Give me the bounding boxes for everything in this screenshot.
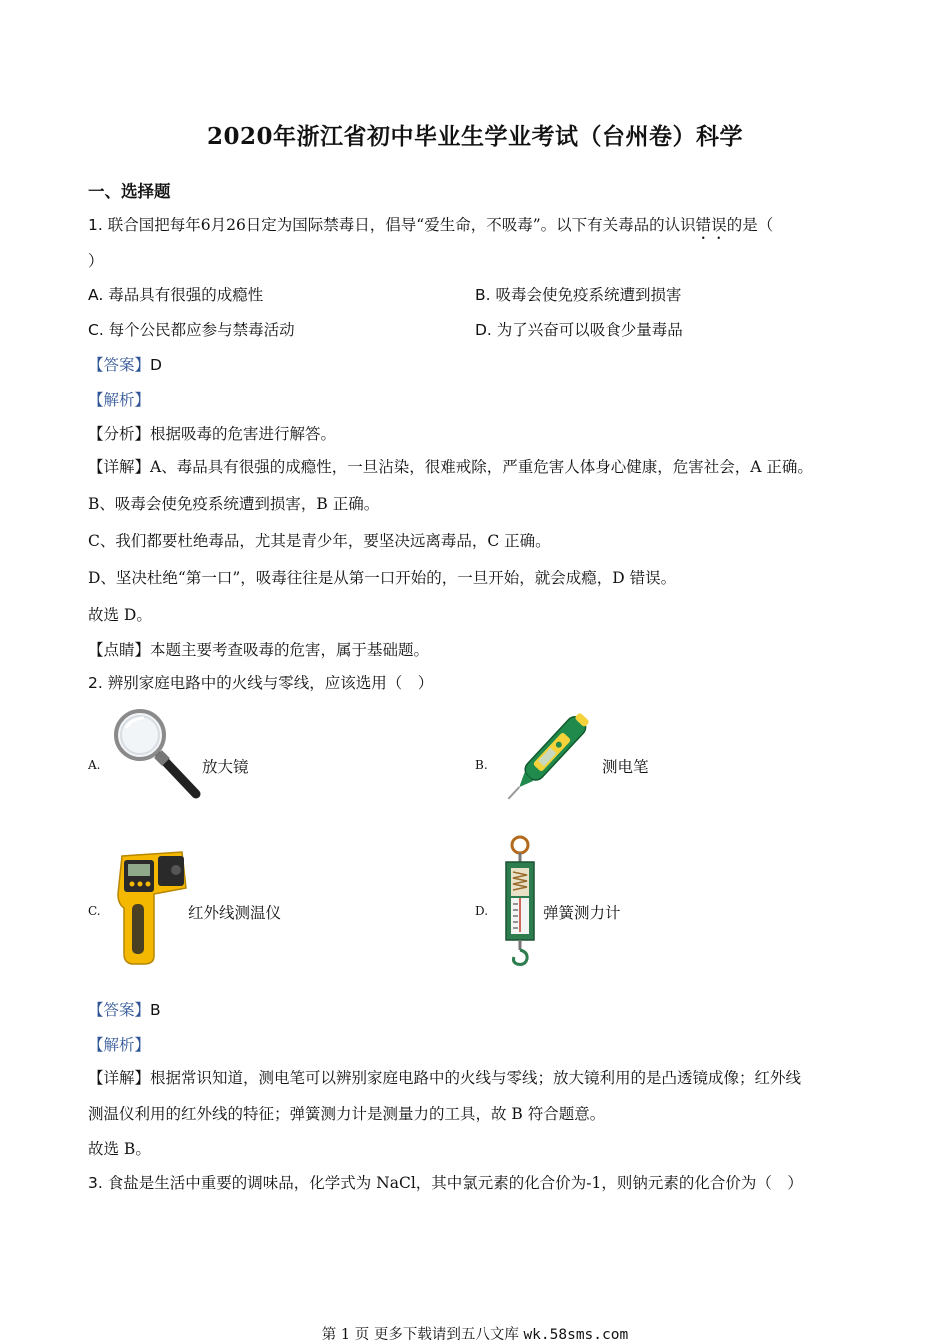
option-letter: C. <box>88 321 104 339</box>
question-1-stem-end: 的是（ <box>726 216 774 234</box>
q2-option-c-letter: C. <box>88 904 101 918</box>
answer-value: B <box>150 1001 161 1019</box>
fenxi-text: 根据吸毒的危害进行解答。 <box>150 425 337 443</box>
question-1-emphasis: 错误 <box>695 216 727 234</box>
q2-option-b-name: 测电笔 <box>602 758 649 776</box>
question-1-stem-text: 联合国把每年6月26日定为国际禁毒日，倡导“爱生命，不吸毒”。以下有关毒品的认识 <box>102 216 696 234</box>
dianjing-tag: 【点睛】 <box>88 641 151 659</box>
q1-choice: 故选 D。 <box>88 606 152 624</box>
xiangjie-tag: 【详解】 <box>88 458 151 476</box>
q2-analysis-tag: 【解析】 <box>88 1036 151 1054</box>
xiangjie-text: 根据常识知道，测电笔可以辨别家庭电路中的火线与零线；放大镜利用的是凸透镜成像；红外线 <box>150 1069 802 1087</box>
q1-answer <box>88 353 162 375</box>
question-2-stem-text: 辨别家庭电路中的火线与零线，应该选用（ ） <box>102 674 434 692</box>
option-letter: A. <box>88 286 104 304</box>
answer-value: D <box>150 356 162 374</box>
footer-site-link[interactable]: wk.58sms.com <box>523 1327 629 1343</box>
q2-option-d-name: 弹簧测力计 <box>543 904 621 922</box>
section-heading: 一、选择题 <box>88 182 171 201</box>
q1-line-d: D、坚决杜绝“第一口”，吸毒往往是从第一口开始的，一旦开始，就会成瘾，D 错误。 <box>88 569 677 587</box>
q2-answer <box>88 998 161 1020</box>
q1-analysis-tag: 【解析】 <box>88 391 151 409</box>
q2-option-c-name: 红外线测温仪 <box>188 904 282 922</box>
answer-tag: 【答案】 <box>88 356 151 374</box>
question-3-number: 3. <box>88 1174 103 1192</box>
question-2-stem <box>88 671 433 693</box>
option-text: 每个公民都应参与禁毒活动 <box>103 321 295 339</box>
q2-xiangjie-line2: 测温仪利用的红外线的特征；弹簧测力计是测量力的工具，故 B 符合题意。 <box>88 1105 606 1123</box>
page-footer <box>0 1323 950 1344</box>
q1-option-b <box>475 283 682 305</box>
fenxi-tag: 【分析】 <box>88 425 151 443</box>
question-1-stem <box>88 213 773 243</box>
q1-line-c: C、我们都要杜绝毒品，尤其是青少年，要坚决远离毒品，C 正确。 <box>88 532 551 550</box>
q1-option-a <box>88 283 263 305</box>
question-1-number: 1. <box>88 216 103 234</box>
answer-tag: 【答案】 <box>88 1001 151 1019</box>
question-1-stem-line2: ） <box>88 252 104 270</box>
option-letter: B. <box>475 286 491 304</box>
spring-scale-icon <box>498 834 542 968</box>
option-letter: D. <box>475 321 492 339</box>
page-title: 2020年浙江省初中毕业生学业考试（台州卷）科学 <box>206 123 743 150</box>
option-text: 毒品具有很强的成瘾性 <box>103 286 264 304</box>
option-text: 吸毒会使免疫系统遭到损害 <box>490 286 682 304</box>
q1-fenxi <box>88 422 336 444</box>
question-3-stem <box>88 1171 803 1193</box>
q2-option-a-letter: A. <box>88 758 101 772</box>
q2-option-d-letter: D. <box>475 904 489 918</box>
test-pen-icon <box>500 702 604 802</box>
q1-xiangjie <box>88 455 813 477</box>
q2-xiangjie <box>88 1066 801 1088</box>
infrared-thermometer-icon <box>110 848 190 968</box>
q2-choice: 故选 B。 <box>88 1140 151 1158</box>
q2-option-b-letter: B. <box>475 758 488 772</box>
magnifier-icon <box>110 708 202 800</box>
xiangjie-text: A、毒品具有很强的成瘾性，一旦沾染，很难戒除，严重危害人体身心健康，危害社会，A 正确。 <box>150 458 813 476</box>
question-3-stem-text: 食盐是生活中重要的调味品，化学式为 NaCl，其中氯元素的化合价为-1，则钠元素的化合价为（ ） <box>102 1174 803 1192</box>
footer-text: 第 1 页 更多下载请到五八文库 <box>321 1327 524 1343</box>
option-text: 为了兴奋可以吸食少量毒品 <box>491 321 683 339</box>
xiangjie-tag: 【详解】 <box>88 1069 151 1087</box>
question-2-number: 2. <box>88 674 103 692</box>
dianjing-text: 本题主要考查吸毒的危害，属于基础题。 <box>150 641 430 659</box>
q1-line-b: B、吸毒会使免疫系统遭到损害，B 正确。 <box>88 495 380 513</box>
q1-option-d <box>475 318 683 340</box>
q1-dianjing <box>88 638 429 660</box>
q2-option-a-name: 放大镜 <box>202 758 249 776</box>
q1-option-c <box>88 318 295 340</box>
